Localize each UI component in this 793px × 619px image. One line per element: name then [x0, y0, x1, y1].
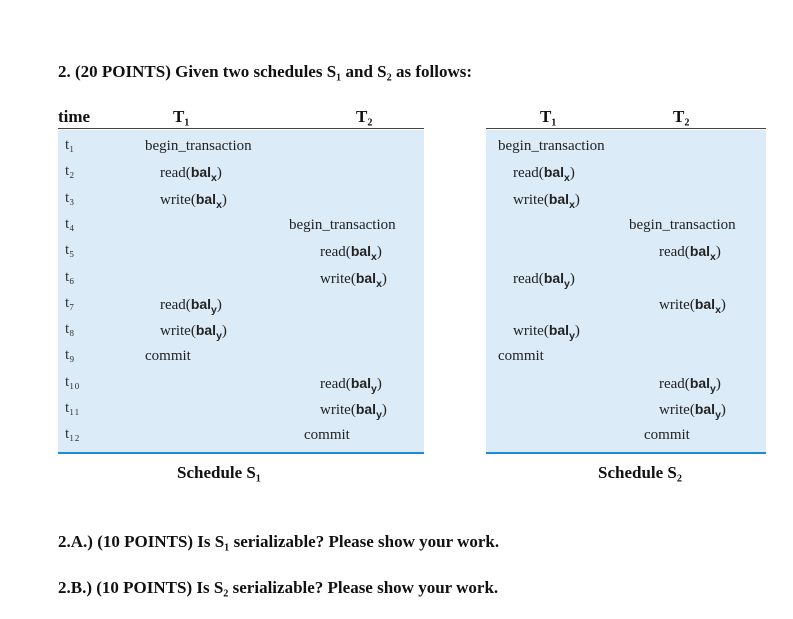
time-label-5: t₅: [65, 242, 75, 259]
schedule-1-caption: Schedule S₁: [177, 463, 261, 482]
s2T1-op-8: write(bal$_y$): [513, 322, 580, 343]
s2T1-op-9: commit: [498, 348, 544, 365]
s2T1-op-1: begin_transaction: [498, 138, 605, 154]
time-label-1: t₁: [65, 137, 75, 153]
time-label-4: t₄: [65, 215, 75, 232]
s1T1-op-3: write(bal$_x$): [160, 190, 227, 211]
s1T2-op-11: write(bal$_y$): [320, 401, 387, 421]
s1T1-op-1: begin_transaction: [145, 138, 252, 154]
schedule-2-caption: Schedule S₂: [598, 463, 682, 482]
time-label-11: t₁₁: [65, 400, 80, 416]
time-label-2: t₂: [65, 163, 75, 180]
s1T2-op-10: read(bal$_y$): [320, 374, 382, 395]
s2-t2-header: T₂: [673, 107, 690, 126]
s2T2-op-7: write(bal$_x$): [659, 295, 726, 316]
s2T1-op-3: write(bal$_x$): [513, 190, 580, 211]
s2T2-op-11: write(bal$_y$): [659, 401, 726, 421]
time-label-8: t₈: [65, 321, 75, 338]
s1T1-op-7: read(bal$_y$): [160, 295, 222, 316]
s2T2-op-5: read(bal$_x$): [659, 243, 721, 264]
s2T1-op-6: read(bal$_y$): [513, 269, 575, 290]
time-label-6: t₆: [65, 268, 75, 285]
s1T1-op-9: commit: [145, 348, 191, 365]
time-label-3: t₃: [65, 189, 75, 206]
s2T2-op-4: begin_transaction: [629, 216, 736, 233]
s2T1-op-2: read(bal$_x$): [513, 164, 575, 185]
question-title: 2. (20 POINTS) Given two schedules S₁ and S₂ as follows:: [58, 62, 472, 81]
question-a: 2.A.) (10 POINTS) Is S₁ serializable? Please show your work.: [58, 532, 500, 551]
s2T2-op-10: read(bal$_y$): [659, 374, 721, 395]
s1T2-op-4: begin_transaction: [289, 216, 396, 233]
time-label-7: t₇: [65, 294, 75, 311]
s1-t1-header: T₁: [173, 107, 190, 126]
s1T2-op-5: read(bal$_x$): [320, 243, 382, 264]
s1T1-op-8: write(bal$_y$): [160, 322, 227, 343]
time-label-12: t₁₂: [65, 426, 80, 443]
s1-t2-header: T₂: [356, 107, 373, 126]
time-column-header: time: [58, 107, 91, 126]
time-label-10: t₁₀: [65, 373, 80, 390]
s1T2-op-12: commit: [304, 427, 350, 444]
s1-header-rule: [58, 128, 424, 129]
s1T1-op-2: read(bal$_x$): [160, 164, 222, 185]
s2-header-rule: [486, 128, 766, 129]
s1T2-op-6: write(bal$_x$): [320, 269, 387, 290]
s2-t1-header: T₁: [540, 107, 557, 126]
s2T2-op-12: commit: [644, 427, 690, 444]
time-label-9: t₉: [65, 347, 75, 364]
question-b: 2.B.) (10 POINTS) Is S₂ serializable? Please show your work.: [58, 578, 499, 597]
